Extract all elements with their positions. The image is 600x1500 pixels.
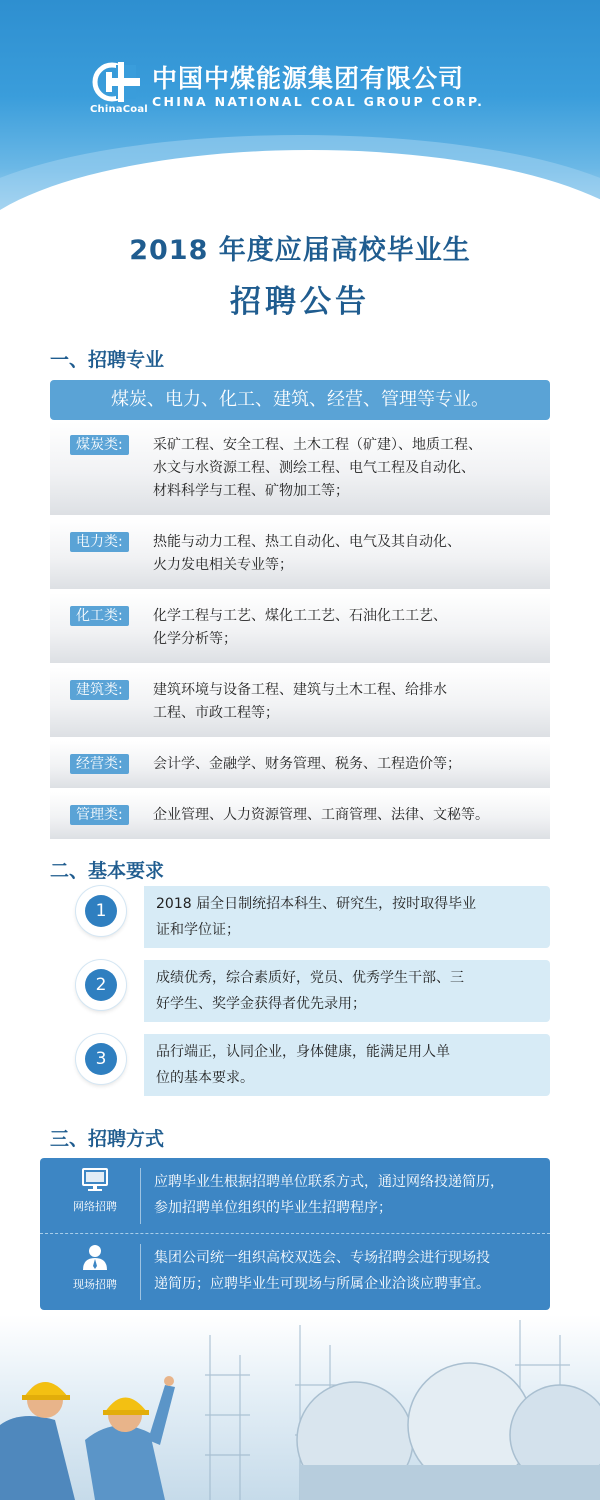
category-line: 建筑环境与设备工程、建筑与土木工程、给排水 [153, 682, 447, 698]
requirement-item-1 [76, 886, 550, 948]
requirement-number: 3 [85, 1043, 117, 1075]
requirement-line: 成绩优秀，综合素质好，党员、优秀学生干部、三 [156, 970, 464, 986]
category-row-coal [50, 422, 550, 515]
company-name-cn: 中国中煤能源集团有限公司 [152, 64, 465, 93]
category-row-power [50, 519, 550, 589]
category-row-chemical [50, 593, 550, 663]
requirement-number-badge [76, 886, 126, 936]
majors-summary-banner: 煤炭、电力、化工、建筑、经营、管理等专业。 [50, 380, 550, 420]
category-line: 会计学、金融学、财务管理、税务、工程造价等； [153, 756, 461, 772]
method-line: 参加招聘单位组织的毕业生招聘程序； [154, 1200, 392, 1216]
category-row-construction [50, 667, 550, 737]
method-icon-block [65, 1168, 125, 1214]
method-label: 现场招聘 [73, 1278, 117, 1291]
brand-name: ChinaCoal [90, 104, 148, 115]
category-line: 水文与水资源工程、测绘工程、电气工程及自动化、 [153, 460, 475, 476]
method-label: 网络招聘 [73, 1200, 117, 1213]
category-line: 材料科学与工程、矿物加工等； [153, 483, 349, 499]
method-row-onsite [40, 1234, 550, 1308]
category-line: 化学分析等； [153, 631, 237, 647]
category-line: 化学工程与工艺、煤化工工艺、石油化工工艺、 [153, 608, 447, 624]
recruitment-methods-panel [40, 1158, 550, 1310]
requirement-text [144, 886, 550, 948]
requirement-item-2 [76, 960, 550, 1022]
category-tag: 建筑类: [70, 680, 129, 700]
category-tag: 化工类: [70, 606, 129, 626]
requirement-line: 位的基本要求。 [156, 1070, 254, 1086]
method-description [154, 1245, 544, 1297]
category-line: 企业管理、人力资源管理、工商管理、法律、文秘等。 [153, 807, 489, 823]
requirement-line: 证和学位证； [156, 922, 240, 938]
person-icon [81, 1244, 109, 1270]
requirement-item-3 [76, 1034, 550, 1096]
requirement-text [144, 1034, 550, 1096]
header-banner [0, 0, 600, 240]
category-line: 热能与动力工程、热工自动化、电气及其自动化、 [153, 534, 461, 550]
method-description [154, 1169, 544, 1221]
category-row-business [50, 741, 550, 788]
category-tag: 管理类: [70, 805, 129, 825]
company-logo [92, 62, 484, 112]
category-tag: 经营类: [70, 754, 129, 774]
plant-workers-image [0, 1315, 600, 1500]
category-row-management [50, 792, 550, 839]
requirement-number: 2 [85, 969, 117, 1001]
category-line: 采矿工程、安全工程、土木工程（矿建）、地质工程、 [153, 437, 482, 453]
requirement-number: 1 [85, 895, 117, 927]
category-line: 火力发电相关专业等； [153, 557, 293, 573]
method-row-online [40, 1158, 550, 1232]
page-title-line1: 2018 年度应届高校毕业生 [129, 235, 471, 266]
requirement-number-badge [76, 1034, 126, 1084]
requirement-number-badge [76, 960, 126, 1010]
monitor-icon [81, 1168, 109, 1192]
section1-heading: 一、招聘专业 [50, 349, 165, 371]
method-line: 集团公司统一组织高校双选会、专场招聘会进行现场投 [154, 1250, 490, 1266]
method-line: 递简历；应聘毕业生可现场与所属企业洽谈应聘事宜。 [154, 1276, 490, 1292]
section2-heading: 二、基本要求 [50, 860, 165, 882]
category-line: 工程、市政工程等； [153, 705, 279, 721]
requirement-line: 品行端正，认同企业，身体健康，能满足用人单 [156, 1044, 450, 1060]
section3-heading: 三、招聘方式 [50, 1128, 165, 1150]
category-list [50, 422, 550, 843]
page-title-line2: 招聘公告 [230, 284, 370, 320]
requirement-line: 2018 届全日制统招本科生、研究生，按时取得毕业 [156, 896, 477, 912]
company-name-en: CHINA NATIONAL COAL GROUP CORP. [152, 94, 485, 109]
requirement-line: 好学生、奖学金获得者优先录用； [156, 996, 366, 1012]
method-line: 应聘毕业生根据招聘单位联系方式，通过网络投递简历， [154, 1174, 504, 1190]
category-tag: 电力类: [70, 532, 129, 552]
method-icon-block [65, 1244, 125, 1292]
category-tag: 煤炭类: [70, 435, 129, 455]
industrial-scene-illustration [0, 1315, 600, 1500]
requirement-text [144, 960, 550, 1022]
